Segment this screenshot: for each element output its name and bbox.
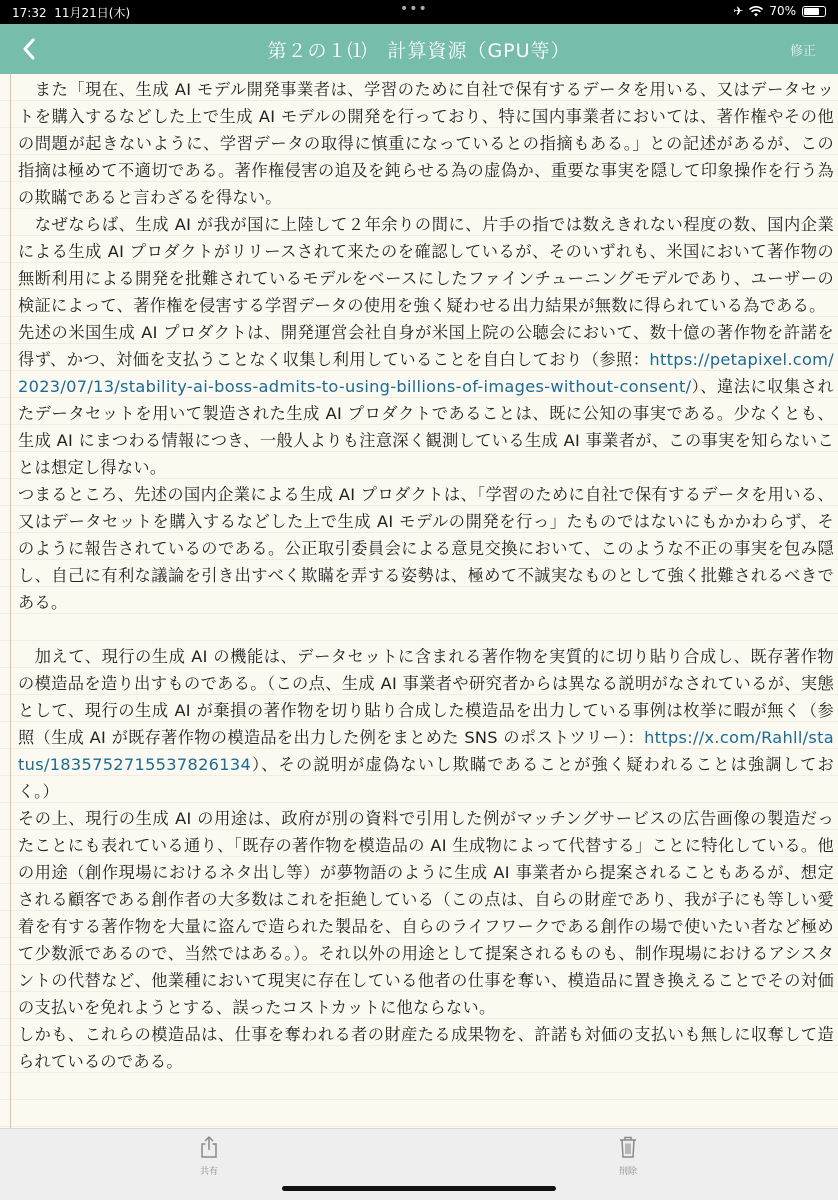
battery-percent: 70% <box>769 4 796 18</box>
link-petapixel[interactable]: https://petapixel.com/2023/07/13/stability-ai-boss-admits-to-using-billions-of-images-without-consent/ <box>18 350 834 396</box>
paragraph: その上、現行の生成 AI の用途は、政府が別の資料で引用した例がマッチングサービスの広告画像の製造だったことにも表れている通り、「既存の著作物を模造品の AI 生成物によって代替する」ことに特化している。他の用途（創作現場におけるネタ出し等）が夢物語のように生成 AI 事業者から提案されることもあるが、想定される顧客である創作者の大多数はこれを拒絶している（この点は、自らの財産であり、我が子にも等しい愛着を有する著作物を大量に盗んで造られた製品を、自らのライフワークである創作の場で使いたい者など極めて少数派であるので、当然ではある。）。それ以外の用途として提案されるものも、制作現場におけるアシスタントの代替など、他業種において現実に存在している他者の仕事を奪い、模造品に置き換えることでその対価の支払いを免れようとする、誤ったコストカットに他ならない。 <box>18 809 834 1017</box>
status-time: 17:32 11月21日(木) <box>12 6 131 20</box>
airplane-icon: ✈ <box>733 4 744 18</box>
paragraph: 先述の米国生成 AI プロダクトは、開発運営会社自身が米国上院の公聴会において、数十億の著作物を許諾を得ず、かつ、対価を支払うことなく収集し利用していることを自白しており（参照：https://petapixel.com/2023/07/13/stability-ai-boss-admits-to-using-billions-of-images-without-consent/）、違法に収集されたデータセットを用いて製造された生成 AI プロダクトであることは、既に公知の事実である。少なくとも、生成 AI にまつわる情報につき、一般人よりも注意深く観測している生成 AI 事業者が、この事実を知らないことは想定し得ない。 <box>18 323 834 477</box>
share-button[interactable] <box>179 1135 239 1177</box>
paragraph: また「現在、生成 AI モデル開発事業者は、学習のために自社で保有するデータを用いる、又はデータセットを購入するなどした上で生成 AI モデルの開発を行っており、特に国内事業者においては、著作権やその他の問題が起きないように、学習データの取得に慎重になっているとの指摘もある。」との記述があるが、この指摘は極めて不適切である。著作権侵害の追及を鈍らせる為の虚偽か、重要な事実を隠して印象操作を行う為の欺瞞であると言わざるを得ない。 <box>18 80 834 207</box>
paragraph: なぜならば、生成 AI が我が国に上陸して２年余りの間に、片手の指では数えきれない程度の数、国内企業による生成 AI プロダクトがリリースされて来たのを確認しているが、そのいずれも、米国において著作物の無断利用による開発を批難されているモデルをベースにしたファインチューニングモデルであり、ユーザーの検証によって、著作権を侵害する学習データの使用を強く疑わせる出力結果が無数に得られている為である。 <box>18 215 834 315</box>
share-label: 共有 <box>199 1167 218 1177</box>
status-date: 11月21日(木) <box>54 6 131 20</box>
edit-button[interactable]: 修正 <box>789 44 816 59</box>
page-title: 第２の１⑴ 計算資源（GPU等） <box>267 40 571 62</box>
paragraph: 加えて、現行の生成 AI の機能は、データセットに含まれる著作物を実質的に切り貼り合成し、既存著作物の模造品を造り出すものである。（この点、生成 AI 事業者や研究者からは異なる説明がなされているが、実態として、現行の生成 AI が棄損の著作物を切り貼り合成した模造品を出力している事例は枚挙に暇が無く（参照（生成 AI が既存著作物の模造品を出力した例をまとめた SNS のポストツリー）：https://x.com/Rahll/status/1835752715537826134）、その説明が虚偽ないし欺瞞であることが強く疑われることは強調しておく。） <box>18 647 834 801</box>
note-body[interactable] <box>0 74 838 1128</box>
battery-icon <box>802 6 826 17</box>
wifi-icon <box>749 6 763 17</box>
link-x-post[interactable]: https://x.com/Rahll/status/1835752715537826134 <box>18 728 834 774</box>
delete-label: 削除 <box>618 1167 637 1177</box>
note-text[interactable] <box>0 74 838 1075</box>
status-bar <box>0 0 838 24</box>
delete-button[interactable] <box>598 1135 658 1177</box>
trash-icon <box>618 1135 638 1159</box>
home-indicator[interactable] <box>282 1186 556 1191</box>
multitasking-dots-icon[interactable]: ••• <box>400 1 428 17</box>
blank-line <box>18 616 834 643</box>
share-icon <box>199 1135 219 1159</box>
nav-bar <box>0 24 838 74</box>
paragraph: つまるところ、先述の国内企業による生成 AI プロダクトは、「学習のために自社で保有するデータを用いる、又はデータセットを購入するなどした上で生成 AI モデルの開発を行っ」たものではないにもかかわらず、そのように報告されているのである。公正取引委員会による意見交換において、このような不正の事実を包み隠し、自己に有利な議論を引き出すべく欺瞞を弄する姿勢は、極めて不誠実なものとして強く批難されるべきである。 <box>18 485 834 612</box>
paragraph: しかも、これらの模造品は、仕事を奪われる者の財産たる成果物を、許諾も対価の支払いも無しに収奪して造られているのである。 <box>18 1025 834 1071</box>
status-indicators <box>733 4 826 18</box>
